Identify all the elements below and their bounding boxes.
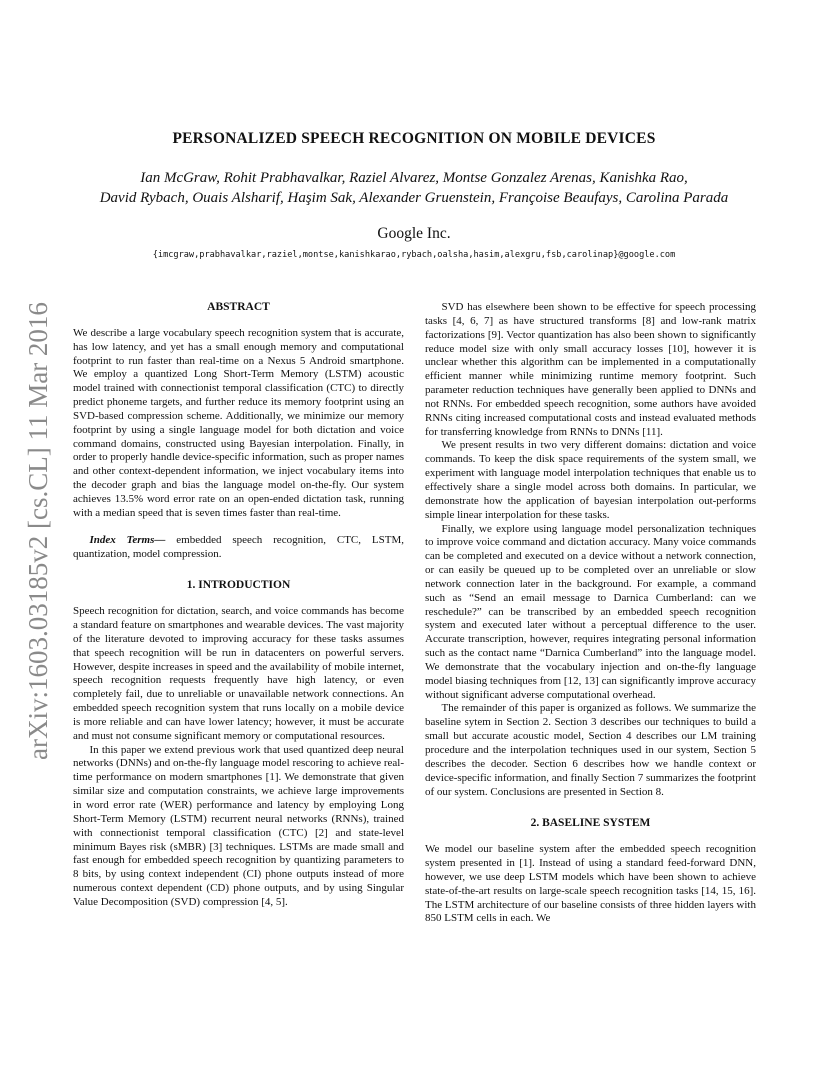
right-paragraph-3: Finally, we explore using language model personalization techniques to improve voice command and dictation accuracy. Many voice commands can be completed and executed on a device without a network connection, or can easily be queued up to be completed over an unreliable or slow network connection later in the background. For example, a command such as “Send an email message to Darnica Cumberland: can we reschedule?” can be transcribed by an embedded speech recognition system and executed later without a perceptual difference to the user. Accurate transcription, however, requires integrating personal information such as the contact name “Darnica Cumberland” into the language model. We demonstrate that the vocabulary injection and on-the-fly language model biasing techniques from [12, 13] can significantly improve accuracy without significant adverse computational overhead. bbox=[425, 522, 756, 701]
arxiv-watermark: arXiv:1603.03185v2 [cs.CL] 11 Mar 2016 bbox=[23, 302, 53, 760]
abstract-heading: ABSTRACT bbox=[207, 301, 270, 313]
baseline-paragraph: We model our baseline system after the embedded speech recognition system presented in [1]. Instead of using a standard feed-forward DNN, however, we use deep LSTM models which have been shown to achieve state-of-the-art results on large-scale speech recognition tasks [14, 15, 16]. The LSTM architecture of our baseline consists of three hidden layers with 850 LSTM cells in each. We bbox=[425, 843, 756, 925]
index-terms-label: Index Terms— bbox=[89, 533, 166, 546]
right-column bbox=[425, 301, 756, 926]
right-paragraph-4: The remainder of this paper is organized as follows. We summarize the baseline sytem in Section 2. Section 3 describes our techniques to build a small but accurate acoustic model, Section 4 describes our LM training procedure and the interpolation techniques used in our system, Section 5 describes the decoder. Section 6 describes how we handle context or device-specific information, and finally Section 7 summarizes the footprint of our system. Conclusions are presented in Section 8. bbox=[425, 702, 756, 798]
paper-title: PERSONALIZED SPEECH RECOGNITION ON MOBILE DEVICES bbox=[172, 130, 656, 147]
baseline-heading: 2. BASELINE SYSTEM bbox=[530, 817, 651, 830]
right-paragraph-2: We present results in two very different domains: dictation and voice commands. To keep the disk space requirements of the system small, we experiment with language model interpolation techniques that enable us to effectively share a single model across both domains. In particular, we demonstrate how the application of bayesian interpolation out-performs simple linear interpolation for these tasks. bbox=[425, 439, 756, 521]
index-terms bbox=[73, 534, 404, 562]
intro-paragraph-2: In this paper we extend previous work that used quantized deep neural networks (DNNs) and on-the-fly language model rescoring to achieve real-time performance on modern smartphones [1]. We demonstrate that given similar size and computation constraints, we achieve large improvements in word error rate (WER) performance and latency by employing Long Short-Term Memory (LSTM) recurrent neural networks (RNNs), trained with connectionist temporal classification (CTC) [2] and state-level minimum Bayes risk (sMBR) [3] techniques. LSTMs are made small and fast enough for embedded speech recognition by quantizing parameters to 8 bits, by using context independent (CI) phone outputs instead of more numerous context dependent (CD) phone outputs, and by using Singular Value Decomposition (SVD) compression [4, 5]. bbox=[73, 743, 404, 908]
authors-line-1: Ian McGraw, Rohit Prabhavalkar, Raziel Alvarez, Montse Gonzalez Arenas, Kanishka Rao, bbox=[140, 170, 688, 186]
abstract-text: We describe a large vocabulary speech recognition system that is accurate, has low latency, and yet has a small enough memory and computational footprint to run faster than real-time on a Nexus 5 Android smartphone. We employ a quantized Long Short-Term Memory (LSTM) acoustic model trained with connectionist temporal classification (CTC) to directly predict phoneme targets, and further reduce its memory footprint using an SVD-based compression scheme. Additionally, we minimize our memory footprint by using a single language model for both dictation and voice command domains, constructed using Bayesian interpolation. Finally, in order to properly handle device-specific information, such as proper names and other context-dependent information, we inject vocabulary items into the decoder graph and bias the language model on-the-fly. Our system achieves 13.5% word error rate on an open-ended dictation task, running with a median speed that is seven times faster than real-time. bbox=[73, 326, 404, 519]
right-paragraph-1: SVD has elsewhere been shown to be effective for speech processing tasks [4, 6, 7] as have structured transforms [8] and low-rank matrix factorizations [9]. Vector quantization has also been shown to significantly reduce model size with only small accuracy losses [10], however it is unclear whether this algorithm can be implemented in a computationally efficient manner while minimizing runtime memory footprint. Such parameter reduction techniques have generally been applied to DNNs and not RNNs. For embedded speech recognition, some authors have avoided RNNs citing increased computational costs and instead evaluated methods for transferring knowledge from RNNs to DNNs [11]. bbox=[425, 301, 756, 438]
authors-line-2: David Rybach, Ouais Alsharif, Haşim Sak, Alexander Gruenstein, Françoise Beaufays, Carolina Parada bbox=[99, 190, 729, 206]
left-column bbox=[73, 301, 404, 910]
author-list bbox=[40, 168, 788, 208]
intro-heading: 1. INTRODUCTION bbox=[186, 579, 291, 592]
affiliation: Google Inc. bbox=[377, 225, 451, 242]
author-emails: {imcgraw,prabhavalkar,raziel,montse,kanishkarao,rybach,oalsha,hasim,alexgru,fsb,carolinap}@google.com bbox=[152, 250, 676, 260]
index-terms-text: embedded speech recognition, CTC, LSTM, quantization, model compression. bbox=[73, 533, 404, 560]
intro-paragraph-1: Speech recognition for dictation, search, and voice commands has become a standard feature on smartphones and wearable devices. The vast majority of the literature devoted to improving accuracy for these tasks assumes that speech recognition will be run in datacenters on powerful servers. However, despite increases in speed and the availability of mobile internet, speech recognition requests frequently have high latency, or even completely fail, due to unreliable or unavailable network connections. An embedded speech recognition system that runs locally on a mobile device is more reliable and can have lower latency; however, it must be accurate and must not consume significant memory or computational resources. bbox=[73, 605, 404, 742]
